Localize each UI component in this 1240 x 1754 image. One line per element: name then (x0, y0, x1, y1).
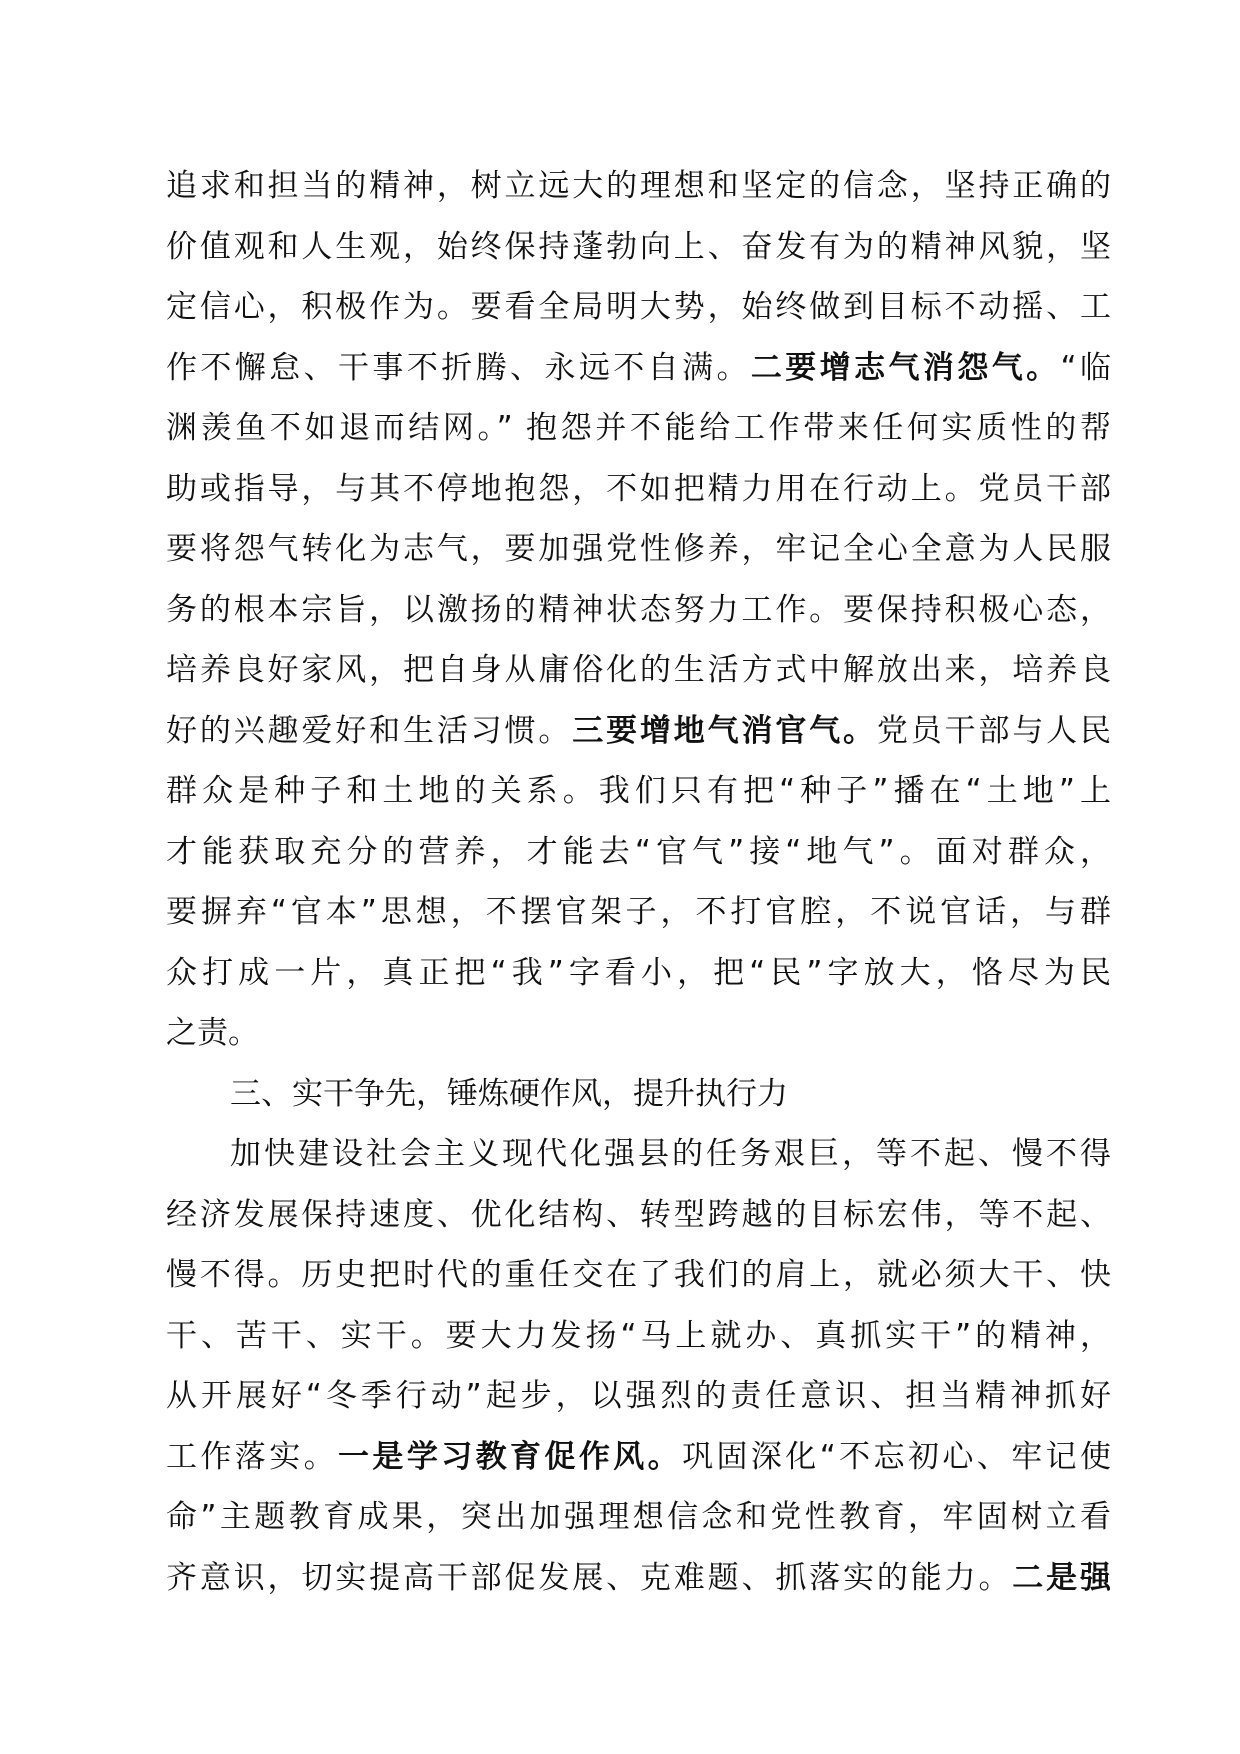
text-segment: 定信心，积极作为。要看全局明大势，始终做到目标不动摇、工 (166, 289, 1111, 325)
text-line (166, 156, 1111, 217)
text-line (166, 1487, 1111, 1548)
bold-phrase: 一是学习教育促作风。 (338, 1438, 683, 1475)
text-segment: 群众是种子和土地的关系。我们只有把“种子”播在“土地”上 (166, 773, 1111, 809)
text-segment: 巩固深化“不忘初心、牢记使 (682, 1438, 1112, 1475)
text-segment: 命”主题教育成果，突出加强理想信念和党性教育，牢固树立看 (166, 1499, 1111, 1535)
text-line (166, 217, 1111, 278)
text-segment: 之责。 (166, 1015, 259, 1051)
text-line (166, 398, 1111, 459)
body-text (166, 156, 1111, 1608)
text-line (166, 640, 1111, 701)
text-segment: 三、实干争先，锤炼硬作风，提升执行力 (230, 1075, 788, 1112)
text-line (166, 338, 1111, 399)
text-segment: 干、苦干、实干。要大力发扬“马上就办、真抓实干”的精神， (166, 1317, 1111, 1354)
section-heading (166, 1064, 1111, 1125)
text-line (166, 1124, 1111, 1185)
bold-phrase: 三要增地气消官气。 (572, 712, 877, 749)
text-segment: “临 (1060, 349, 1112, 386)
text-segment: 党员干部与人民 (876, 712, 1112, 749)
text-line (166, 1427, 1111, 1488)
text-line (166, 1306, 1111, 1367)
text-segment: 要摒弃“官本”思想，不摆官架子，不打官腔，不说官话，与群 (166, 894, 1111, 930)
text-segment: 务的根本宗旨，以激扬的精神状态努力工作。要保持积极心态， (166, 591, 1111, 628)
text-line (166, 882, 1111, 943)
text-line (166, 580, 1111, 641)
text-line (166, 701, 1111, 762)
text-line (166, 761, 1111, 822)
text-line (166, 822, 1111, 883)
text-segment: 加快建设社会主义现代化强县的任务艰巨，等不起、慢不得 (230, 1136, 1111, 1172)
text-segment: 慢不得。历史把时代的重任交在了我们的肩上，就必须大干、快 (166, 1257, 1111, 1293)
text-segment: 助或指导，与其不停地抱怨，不如把精力用在行动上。党员干部 (166, 470, 1111, 507)
text-line (166, 519, 1111, 580)
text-line (166, 277, 1111, 338)
bold-phrase: 二是强 (1012, 1559, 1112, 1596)
text-segment: 齐意识，切实提高干部促发展、克难题、抓落实的能力。 (166, 1559, 1013, 1596)
text-segment: 众打成一片，真正把“我”字看小，把“民”字放大，恪尽为民 (166, 954, 1111, 991)
text-segment: 工作落实。 (166, 1438, 339, 1475)
text-segment: 培养良好家风，把自身从庸俗化的生活方式中解放出来，培养良 (166, 652, 1111, 688)
bold-phrase: 二要增志气消怨气。 (750, 349, 1061, 386)
text-segment: 要将怨气转化为志气，要加强党性修养，牢记全心全意为人民服 (166, 531, 1111, 567)
text-line (166, 1548, 1111, 1609)
text-line (166, 943, 1111, 1004)
text-segment: 作不懈怠、干事不折腾、永远不自满。 (166, 349, 751, 386)
text-segment: 从开展好“冬季行动”起步，以强烈的责任意识、担当精神抓好 (166, 1378, 1111, 1414)
text-line (166, 1245, 1111, 1306)
text-segment: 价值观和人生观，始终保持蓬勃向上、奋发有为的精神风貌，坚 (166, 228, 1111, 265)
text-segment: 追求和担当的精神，树立远大的理想和坚定的信念，坚持正确的 (166, 168, 1111, 204)
text-segment: 渊羡鱼不如退而结网。” 抱怨并不能给工作带来任何实质性的帮 (166, 410, 1111, 446)
text-segment: 好的兴趣爱好和生活习惯。 (166, 712, 573, 749)
text-segment: 才能获取充分的营养，才能去“官气”接“地气”。面对群众， (166, 833, 1111, 870)
text-line (166, 1366, 1111, 1427)
text-segment: 经济发展保持速度、优化结构、转型跨越的目标宏伟，等不起、 (166, 1196, 1111, 1233)
text-line (166, 459, 1111, 520)
text-line (166, 1185, 1111, 1246)
text-line (166, 1003, 1111, 1064)
